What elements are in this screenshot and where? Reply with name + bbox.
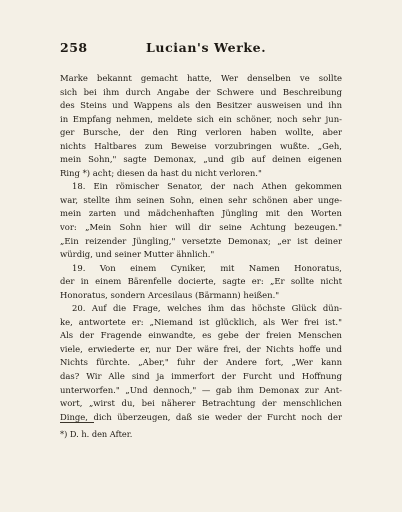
text-line: Nichts fürchte. „Aber," fuhr der Andere fort, „Wer kann	[60, 357, 342, 368]
body-text	[60, 72, 342, 424]
page-number: 258	[60, 40, 88, 55]
text-line: ger Bursche, der den Ring verloren haben wollte, aber	[60, 127, 342, 138]
text-line: vor: „Mein Sohn hier will dir seine Achtung bezeugen."	[60, 222, 342, 233]
page-header	[60, 40, 340, 58]
text-line: Honoratus, sondern Arcesilaus (Bärmann) heißen."	[60, 289, 280, 300]
text-line: des Steins und Wappens als den Besitzer ausweisen und ihn	[60, 100, 342, 111]
text-line: Als der Fragende einwandte, es gebe der freien Menschen	[60, 330, 342, 341]
text-line: Ring *) acht; diesen da hast du nicht verloren."	[60, 167, 262, 178]
text-line: in Empfang nehmen, meldete sich ein schöner, noch sehr jun-	[60, 113, 342, 124]
footnote-rule	[60, 422, 94, 423]
text-line: Dinge, dich überzeugen, daß sie weder der Furcht noch der	[60, 411, 342, 422]
text-line: nichts Haltbares zum Beweise vorzubringen wußte. „Geh,	[60, 140, 342, 151]
text-line: war, stellte ihm seinen Sohn, einen sehr schönen aber unge-	[60, 194, 342, 205]
text-line: mein Sohn," sagte Demonax, „und gib auf deinen eigenen	[60, 154, 342, 165]
text-line: 20. Auf die Frage, welches ihm das höchste Glück dün-	[72, 303, 342, 314]
text-line: 18. Ein römischer Senator, der nach Athen gekommen	[72, 181, 342, 192]
text-line: „Ein reizender Jüngling," versetzte Demonax; „er ist deiner	[60, 235, 342, 246]
text-line: mein zarten und mädchenhaften Jüngling mit den Worten	[60, 208, 342, 219]
footnote: *) D. h. den After.	[60, 429, 133, 439]
text-line: 19. Von einem Cyniker, mit Namen Honoratus,	[72, 262, 342, 273]
text-line: wort, „wirst du, bei näherer Betrachtung der menschlichen	[60, 398, 342, 409]
text-line: viele, erwiederte er, nur Der wäre frei, der Nichts hoffe und	[60, 343, 342, 354]
text-line: der in einem Bärenfelle docierte, sagte er: „Er sollte nicht	[60, 276, 342, 287]
text-line: würdig, und seiner Mutter ähnlich."	[60, 249, 215, 260]
text-line: sich bei ihm durch Angabe der Schwere und Beschreibung	[60, 86, 342, 97]
text-line: ke, antwortete er: „Niemand ist glücklich, als Wer frei ist."	[60, 316, 342, 327]
running-title: Lucian's Werke.	[146, 40, 267, 55]
text-line: unterworfen." „Und dennoch," — gab ihm Demonax zur Ant-	[60, 384, 342, 395]
text-line: Marke bekannt gemacht hatte, Wer denselben ve sollte	[60, 73, 342, 83]
text-line: das? Wir Alle sind ja immerfort der Furcht und Hoffnung	[60, 371, 342, 382]
